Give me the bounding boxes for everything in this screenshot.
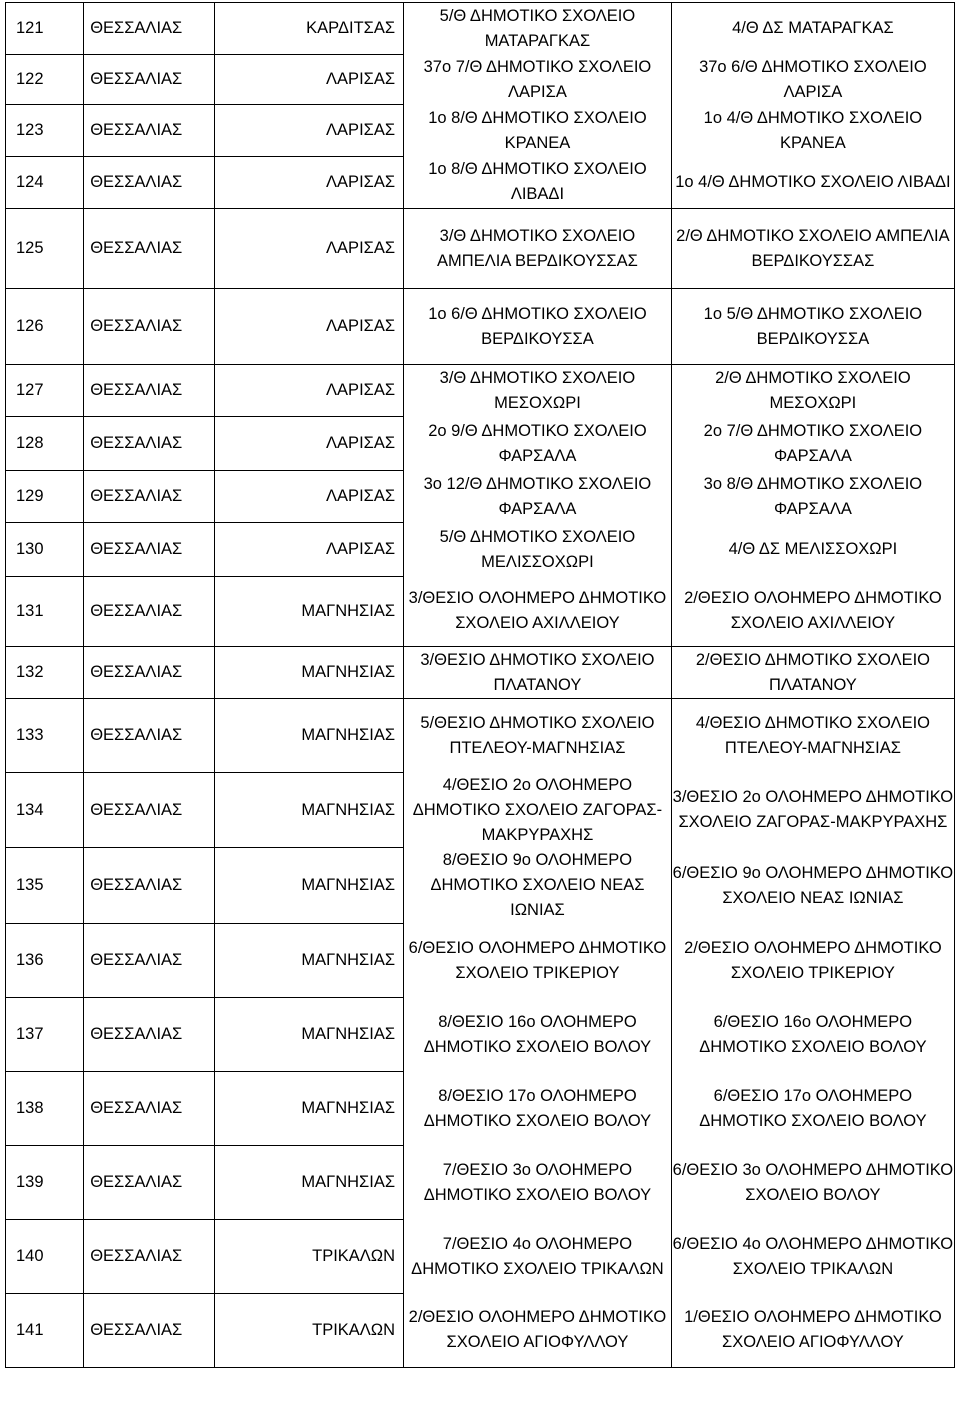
row-school-to: 3ο 8/Θ ΔΗΜΟΤΙΚΟ ΣΧΟΛΕΙΟ ΦΑΡΣΑΛΑ [671,471,954,523]
table-row [6,1072,955,1146]
row-school-to: 3/ΘΕΣΙΟ 2ο ΟΛΟΗΜΕΡΟ ΔΗΜΟΤΙΚΟ ΣΧΟΛΕΙΟ ΖΑΓΟΡΑΣ-ΜΑΚΡΥΡΑΧΗΣ [671,773,954,848]
row-number: 138 [6,1072,84,1146]
row-prefecture: ΚΑΡΔΙΤΣΑΣ [214,3,404,55]
schools-table [5,2,955,1368]
row-school-from: 7/ΘΕΣΙΟ 4ο ΟΛΟΗΜΕΡΟ ΔΗΜΟΤΙΚΟ ΣΧΟΛΕΙΟ ΤΡΙΚΑΛΩΝ [404,1220,672,1294]
row-school-to: 1ο 4/Θ ΔΗΜΟΤΙΚΟ ΣΧΟΛΕΙΟ ΛΙΒΑΔΙ [671,157,954,209]
row-prefecture: ΛΑΡΙΣΑΣ [214,471,404,523]
row-number: 130 [6,523,84,577]
row-number: 129 [6,471,84,523]
row-school-from: 37ο 7/Θ ΔΗΜΟΤΙΚΟ ΣΧΟΛΕΙΟ ΛΑΡΙΣΑ [404,55,672,105]
row-region: ΘΕΣΣΑΛΙΑΣ [84,1220,214,1294]
row-number: 131 [6,577,84,647]
row-school-to: 2/Θ ΔΗΜΟΤΙΚΟ ΣΧΟΛΕΙΟ ΑΜΠΕΛΙΑ ΒΕΡΔΙΚΟΥΣΣΑΣ [671,209,954,289]
row-school-to: 2ο 7/Θ ΔΗΜΟΤΙΚΟ ΣΧΟΛΕΙΟ ΦΑΡΣΑΛΑ [671,417,954,471]
table-body [6,3,955,1368]
row-region: ΘΕΣΣΑΛΙΑΣ [84,1146,214,1220]
row-school-from: 1ο 6/Θ ΔΗΜΟΤΙΚΟ ΣΧΟΛΕΙΟ ΒΕΡΔΙΚΟΥΣΣΑ [404,289,672,365]
table-row [6,577,955,647]
table-row [6,471,955,523]
row-school-to: 1ο 4/Θ ΔΗΜΟΤΙΚΟ ΣΧΟΛΕΙΟ ΚΡΑΝΕΑ [671,105,954,157]
row-school-to: 1ο 5/Θ ΔΗΜΟΤΙΚΟ ΣΧΟΛΕΙΟ ΒΕΡΔΙΚΟΥΣΣΑ [671,289,954,365]
row-school-from: 2/ΘΕΣΙΟ ΟΛΟΗΜΕΡΟ ΔΗΜΟΤΙΚΟ ΣΧΟΛΕΙΟ ΑΓΙΟΦΥΛΛΟΥ [404,1294,672,1368]
table-row [6,3,955,55]
row-region: ΘΕΣΣΑΛΙΑΣ [84,289,214,365]
row-region: ΘΕΣΣΑΛΙΑΣ [84,848,214,924]
row-prefecture: ΤΡΙΚΑΛΩΝ [214,1294,404,1368]
row-number: 126 [6,289,84,365]
row-school-to: 6/ΘΕΣΙΟ 3ο ΟΛΟΗΜΕΡΟ ΔΗΜΟΤΙΚΟ ΣΧΟΛΕΙΟ ΒΟΛΟΥ [671,1146,954,1220]
row-number: 121 [6,3,84,55]
row-school-from: 5/Θ ΔΗΜΟΤΙΚΟ ΣΧΟΛΕΙΟ ΜΑΤΑΡΑΓΚΑΣ [404,3,672,55]
row-region: ΘΕΣΣΑΛΙΑΣ [84,471,214,523]
row-region: ΘΕΣΣΑΛΙΑΣ [84,998,214,1072]
row-prefecture: ΜΑΓΝΗΣΙΑΣ [214,848,404,924]
row-prefecture: ΜΑΓΝΗΣΙΑΣ [214,773,404,848]
row-school-from: 1ο 8/Θ ΔΗΜΟΤΙΚΟ ΣΧΟΛΕΙΟ ΚΡΑΝΕΑ [404,105,672,157]
row-prefecture: ΛΑΡΙΣΑΣ [214,417,404,471]
row-number: 124 [6,157,84,209]
row-number: 137 [6,998,84,1072]
row-school-to: 6/ΘΕΣΙΟ 9ο ΟΛΟΗΜΕΡΟ ΔΗΜΟΤΙΚΟ ΣΧΟΛΕΙΟ ΝΕΑΣ ΙΩΝΙΑΣ [671,848,954,924]
row-region: ΘΕΣΣΑΛΙΑΣ [84,105,214,157]
table-row [6,157,955,209]
row-number: 134 [6,773,84,848]
row-prefecture: ΜΑΓΝΗΣΙΑΣ [214,577,404,647]
row-number: 128 [6,417,84,471]
row-school-to: 6/ΘΕΣΙΟ 4ο ΟΛΟΗΜΕΡΟ ΔΗΜΟΤΙΚΟ ΣΧΟΛΕΙΟ ΤΡΙΚΑΛΩΝ [671,1220,954,1294]
row-prefecture: ΛΑΡΙΣΑΣ [214,523,404,577]
row-school-to: 2/ΘΕΣΙΟ ΔΗΜΟΤΙΚΟ ΣΧΟΛΕΙΟ ΠΛΑΤΑΝΟΥ [671,647,954,699]
row-region: ΘΕΣΣΑΛΙΑΣ [84,924,214,998]
table-row [6,848,955,924]
table-row [6,417,955,471]
table-row [6,209,955,289]
row-region: ΘΕΣΣΑΛΙΑΣ [84,523,214,577]
row-school-to: 2/ΘΕΣΙΟ ΟΛΟΗΜΕΡΟ ΔΗΜΟΤΙΚΟ ΣΧΟΛΕΙΟ ΑΧΙΛΛΕΙΟΥ [671,577,954,647]
row-region: ΘΕΣΣΑΛΙΑΣ [84,157,214,209]
row-school-to: 1/ΘΕΣΙΟ ΟΛΟΗΜΕΡΟ ΔΗΜΟΤΙΚΟ ΣΧΟΛΕΙΟ ΑΓΙΟΦΥΛΛΟΥ [671,1294,954,1368]
row-region: ΘΕΣΣΑΛΙΑΣ [84,577,214,647]
table-row [6,1220,955,1294]
row-number: 123 [6,105,84,157]
row-region: ΘΕΣΣΑΛΙΑΣ [84,1294,214,1368]
row-school-to: 2/ΘΕΣΙΟ ΟΛΟΗΜΕΡΟ ΔΗΜΟΤΙΚΟ ΣΧΟΛΕΙΟ ΤΡΙΚΕΡΙΟΥ [671,924,954,998]
row-number: 139 [6,1146,84,1220]
row-prefecture: ΜΑΓΝΗΣΙΑΣ [214,1146,404,1220]
row-number: 127 [6,365,84,417]
table-row [6,647,955,699]
row-school-from: 8/ΘΕΣΙΟ 17ο ΟΛΟΗΜΕΡΟ ΔΗΜΟΤΙΚΟ ΣΧΟΛΕΙΟ ΒΟΛΟΥ [404,1072,672,1146]
row-prefecture: ΤΡΙΚΑΛΩΝ [214,1220,404,1294]
table-row [6,55,955,105]
row-school-from: 3/ΘΕΣΙΟ ΟΛΟΗΜΕΡΟ ΔΗΜΟΤΙΚΟ ΣΧΟΛΕΙΟ ΑΧΙΛΛΕΙΟΥ [404,577,672,647]
row-school-to: 2/Θ ΔΗΜΟΤΙΚΟ ΣΧΟΛΕΙΟ ΜΕΣΟΧΩΡΙ [671,365,954,417]
row-school-from: 2ο 9/Θ ΔΗΜΟΤΙΚΟ ΣΧΟΛΕΙΟ ΦΑΡΣΑΛΑ [404,417,672,471]
row-school-from: 3ο 12/Θ ΔΗΜΟΤΙΚΟ ΣΧΟΛΕΙΟ ΦΑΡΣΑΛΑ [404,471,672,523]
row-school-from: 3/Θ ΔΗΜΟΤΙΚΟ ΣΧΟΛΕΙΟ ΜΕΣΟΧΩΡΙ [404,365,672,417]
row-school-from: 3/Θ ΔΗΜΟΤΙΚΟ ΣΧΟΛΕΙΟ ΑΜΠΕΛΙΑ ΒΕΡΔΙΚΟΥΣΣΑΣ [404,209,672,289]
table-row [6,105,955,157]
row-school-from: 8/ΘΕΣΙΟ 16ο ΟΛΟΗΜΕΡΟ ΔΗΜΟΤΙΚΟ ΣΧΟΛΕΙΟ ΒΟΛΟΥ [404,998,672,1072]
row-prefecture: ΜΑΓΝΗΣΙΑΣ [214,924,404,998]
row-region: ΘΕΣΣΑΛΙΑΣ [84,3,214,55]
row-number: 140 [6,1220,84,1294]
row-region: ΘΕΣΣΑΛΙΑΣ [84,773,214,848]
row-school-from: 1ο 8/Θ ΔΗΜΟΤΙΚΟ ΣΧΟΛΕΙΟ ΛΙΒΑΔΙ [404,157,672,209]
row-prefecture: ΛΑΡΙΣΑΣ [214,157,404,209]
table-row [6,1294,955,1368]
row-school-to: 6/ΘΕΣΙΟ 16ο ΟΛΟΗΜΕΡΟ ΔΗΜΟΤΙΚΟ ΣΧΟΛΕΙΟ ΒΟΛΟΥ [671,998,954,1072]
row-number: 125 [6,209,84,289]
row-school-from: 4/ΘΕΣΙΟ 2ο ΟΛΟΗΜΕΡΟ ΔΗΜΟΤΙΚΟ ΣΧΟΛΕΙΟ ΖΑΓΟΡΑΣ-ΜΑΚΡΥΡΑΧΗΣ [404,773,672,848]
table-row [6,289,955,365]
row-prefecture: ΛΑΡΙΣΑΣ [214,365,404,417]
row-prefecture: ΜΑΓΝΗΣΙΑΣ [214,647,404,699]
row-prefecture: ΛΑΡΙΣΑΣ [214,289,404,365]
row-number: 136 [6,924,84,998]
row-school-to: 4/Θ ΔΣ ΜΑΤΑΡΑΓΚΑΣ [671,3,954,55]
row-school-to: 4/Θ ΔΣ ΜΕΛΙΣΣΟΧΩΡΙ [671,523,954,577]
table-row [6,773,955,848]
row-school-to: 37ο 6/Θ ΔΗΜΟΤΙΚΟ ΣΧΟΛΕΙΟ ΛΑΡΙΣΑ [671,55,954,105]
row-school-from: 6/ΘΕΣΙΟ ΟΛΟΗΜΕΡΟ ΔΗΜΟΤΙΚΟ ΣΧΟΛΕΙΟ ΤΡΙΚΕΡΙΟΥ [404,924,672,998]
row-prefecture: ΜΑΓΝΗΣΙΑΣ [214,1072,404,1146]
row-region: ΘΕΣΣΑΛΙΑΣ [84,417,214,471]
table-row [6,998,955,1072]
row-school-from: 5/ΘΕΣΙΟ ΔΗΜΟΤΙΚΟ ΣΧΟΛΕΙΟ ΠΤΕΛΕΟΥ-ΜΑΓΝΗΣΙΑΣ [404,699,672,773]
row-region: ΘΕΣΣΑΛΙΑΣ [84,699,214,773]
row-number: 141 [6,1294,84,1368]
row-number: 135 [6,848,84,924]
row-prefecture: ΜΑΓΝΗΣΙΑΣ [214,998,404,1072]
table-row [6,924,955,998]
row-school-to: 6/ΘΕΣΙΟ 17ο ΟΛΟΗΜΕΡΟ ΔΗΜΟΤΙΚΟ ΣΧΟΛΕΙΟ ΒΟΛΟΥ [671,1072,954,1146]
row-prefecture: ΜΑΓΝΗΣΙΑΣ [214,699,404,773]
table-row [6,365,955,417]
row-number: 122 [6,55,84,105]
row-region: ΘΕΣΣΑΛΙΑΣ [84,365,214,417]
table-row [6,699,955,773]
row-region: ΘΕΣΣΑΛΙΑΣ [84,1072,214,1146]
row-prefecture: ΛΑΡΙΣΑΣ [214,55,404,105]
row-school-from: 3/ΘΕΣΙΟ ΔΗΜΟΤΙΚΟ ΣΧΟΛΕΙΟ ΠΛΑΤΑΝΟΥ [404,647,672,699]
row-school-from: 7/ΘΕΣΙΟ 3ο ΟΛΟΗΜΕΡΟ ΔΗΜΟΤΙΚΟ ΣΧΟΛΕΙΟ ΒΟΛΟΥ [404,1146,672,1220]
row-number: 132 [6,647,84,699]
row-region: ΘΕΣΣΑΛΙΑΣ [84,55,214,105]
row-school-to: 4/ΘΕΣΙΟ ΔΗΜΟΤΙΚΟ ΣΧΟΛΕΙΟ ΠΤΕΛΕΟΥ-ΜΑΓΝΗΣΙΑΣ [671,699,954,773]
table-row [6,1146,955,1220]
row-prefecture: ΛΑΡΙΣΑΣ [214,209,404,289]
table-row [6,523,955,577]
row-number: 133 [6,699,84,773]
row-school-from: 5/Θ ΔΗΜΟΤΙΚΟ ΣΧΟΛΕΙΟ ΜΕΛΙΣΣΟΧΩΡΙ [404,523,672,577]
row-prefecture: ΛΑΡΙΣΑΣ [214,105,404,157]
row-region: ΘΕΣΣΑΛΙΑΣ [84,647,214,699]
row-school-from: 8/ΘΕΣΙΟ 9ο ΟΛΟΗΜΕΡΟ ΔΗΜΟΤΙΚΟ ΣΧΟΛΕΙΟ ΝΕΑΣ ΙΩΝΙΑΣ [404,848,672,924]
row-region: ΘΕΣΣΑΛΙΑΣ [84,209,214,289]
